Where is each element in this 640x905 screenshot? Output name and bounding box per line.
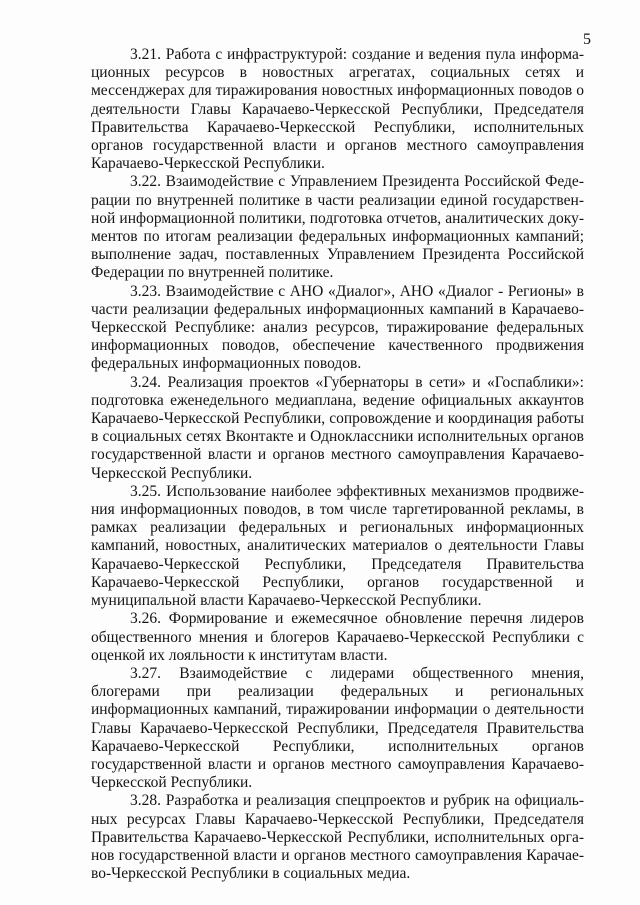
paragraph-3-24: 3.24. Реализация проектов «Губернаторы в сети» и «Госпаблики»: подготовка еженедельного медиаплана, ведение официальных аккаунтов Карачаево-Черкесской Республики, сопровождение и координация работы в социальных сетях Вконтакте и Одноклассники исполнительных органов государственной власти и органов местного самоуправления Карачаево-Черкесской Республики. — [91, 373, 584, 482]
paragraph-3-26: 3.26. Формирование и ежемесячное обновление перечня лидеров общественного мнения и блогеров Карачаево-Черкесской Республики с оценкой их лояльности к институтам власти. — [91, 610, 584, 664]
page-number: 5 — [583, 31, 591, 48]
paragraph-3-23: 3.23. Взаимодействие с АНО «Диалог», АНО «Диалог - Регионы» в части реализации федеральных информационных кампаний в Карачаево-Черкесской Республике: анализ ресурсов, тиражирование федеральных информационных поводов, обеспечение качественного продвижения федеральных информационных поводов. — [91, 282, 584, 373]
paragraph-3-27: 3.27. Взаимодействие с лидерами общественного мнения, блогерами при реализации федеральных и региональных информационных кампаний, тиражировании информации о деятельности Главы Карачаево-Черкесской Республики, Председателя Правительства Карачаево-Черкесской Республики, исполнительных органов государственной власти и органов местного самоуправления Карачаево-Черкесской Республики. — [91, 664, 584, 792]
paragraph-3-21: 3.21. Работа с инфраструктурой: создание и ведения пула информационных ресурсов в новостных агрегатах, социальных сетях и мессенджерах для тиражирования новостных информационных поводов о деятельности Главы Карачаево-Черкесской Республики, Председателя Правительства Карачаево-Черкесской Республики, исполнительных органов государственной власти и органов местного самоуправления Карачаево-Черкесской Республики. — [91, 46, 584, 173]
paragraph-3-28: 3.28. Разработка и реализация спецпроектов и рубрик на официальных ресурсах Главы Карачаево-Черкесской Республики, Председателя Правительства Карачаево-Черкесской Республики, исполнительных органов государственной власти и органов местного самоуправления Карачаево-Черкесской Республики в социальных медиа. — [91, 792, 584, 883]
paragraph-3-25: 3.25. Использование наиболее эффективных механизмов продвижения информационных поводов, в том числе таргетированной рекламы, в рамках реализации федеральных и региональных информационных кампаний, новостных, аналитических материалов о деятельности Главы Карачаево-Черкесской Республики, Председателя Правительства Карачаево-Черкесской Республики, органов государственной и муниципальной власти Карачаево-Черкесской Республики. — [91, 482, 584, 610]
document-body — [91, 46, 584, 883]
paragraph-3-22: 3.22. Взаимодействие с Управлением Президента Российской Федерации по внутренней политике в части реализации единой государственной информационной политики, подготовка отчетов, аналитических документов по итогам реализации федеральных информационных кампаний; выполнение задач, поставленных Управлением Президента Российской Федерации по внутренней политике. — [91, 173, 584, 282]
